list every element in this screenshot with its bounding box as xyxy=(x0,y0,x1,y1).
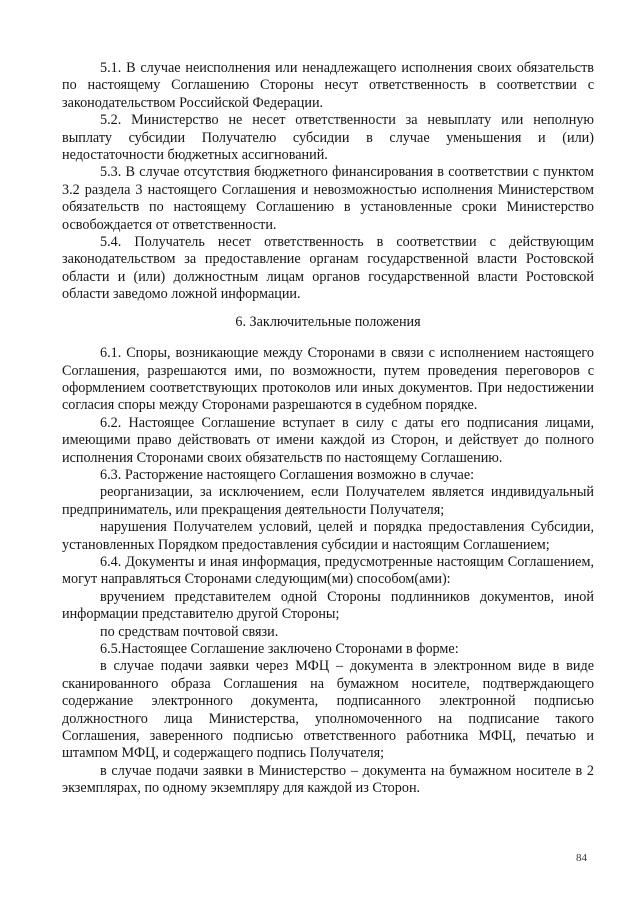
clause-6-1: 6.1. Споры, возникающие между Сторонами в связи с исполнением настоящего Соглашения, разрешаются ими, по возможности, путем проведения переговоров с оформлением соответствующих протоколов или иных документов. При недостижении согласия споры между Сторонами разрешаются в судебном порядке. xyxy=(62,345,594,414)
clause-6-2: 6.2. Настоящее Соглашение вступает в силу с даты его подписания лицами, имеющими право действовать от имени каждой из Сторон, и действует до полного исполнения Сторонами своих обязательств по настоящему Соглашению. xyxy=(62,414,594,466)
clause-5-3: 5.3. В случае отсутствия бюджетного финансирования в соответствии с пунктом 3.2 раздела 3 настоящего Соглашения и невозможностью исполнения Министерством обязательств по настоящему Соглашению в установленные сроки Министерство освобождается от ответственности. xyxy=(62,164,594,233)
page-number: 84 xyxy=(576,852,587,864)
clause-6-4: 6.4. Документы и иная информация, предусмотренные настоящим Соглашением, могут направляться Сторонами следующим(ми) способом(ами): xyxy=(62,553,594,588)
clause-6-3: 6.3. Расторжение настоящего Соглашения возможно в случае: xyxy=(100,466,475,483)
clause-6-5-item-1: в случае подачи заявки через МФЦ – документа в электронном виде в виде сканированного образа Соглашения на бумажном носителе, подтверждающего содержание электронного документа, подписанного электронной подписью должностного лица Министерства, уполномоченного на подписание такого Соглашения, заверенного подписью ответственного работника МФЦ, печатью и штампом МФЦ, и содержащего подпись Получателя; xyxy=(62,658,594,762)
clause-6-5: 6.5.Настоящее Соглашение заключено Сторонами в форме: xyxy=(100,641,459,657)
clause-6-4-item-2: по средствам почтовой связи. xyxy=(100,623,279,640)
document-body xyxy=(62,60,594,798)
clause-5-1: 5.1. В случае неисполнения или ненадлежащего исполнения своих обязательств по настоящему Соглашению Стороны несут ответственность в соответствии с законодательством Российской Федерации. xyxy=(62,60,594,111)
clause-6-3-item-2: нарушения Получателем условий, целей и порядка предоставления Субсидии, установленных Порядком предоставления субсидии и настоящим Соглашением; xyxy=(62,519,594,553)
clause-5-2: 5.2. Министерство не несет ответственности за невыплату или неполную выплату субсидии Получателю субсидии в случае уменьшения и (или) недостаточности бюджетных ассигнований. xyxy=(62,112,594,164)
clause-6-5-item-2: в случае подачи заявки в Министерство – документа на бумажном носителе в 2 экземплярах, по одному экземпляру для каждой из Сторон. xyxy=(62,762,594,797)
clause-5-4: 5.4. Получатель несет ответственность в соответствии с действующим законодательством за предоставление органам государственной власти Ростовской области и (или) должностным лицам органов государственной власти Ростовской области заведомо ложной информации. xyxy=(62,234,594,303)
clause-6-4-item-1: вручением представителем одной Стороны подлинников документов, иной информации представителю другой Стороны; xyxy=(62,588,594,623)
section-heading: 6. Заключительные положения xyxy=(235,313,421,330)
clause-6-3-item-1: реорганизации, за исключением, если Получателем является индивидуальный предприниматель, или прекращения деятельности Получателя; xyxy=(62,484,594,518)
